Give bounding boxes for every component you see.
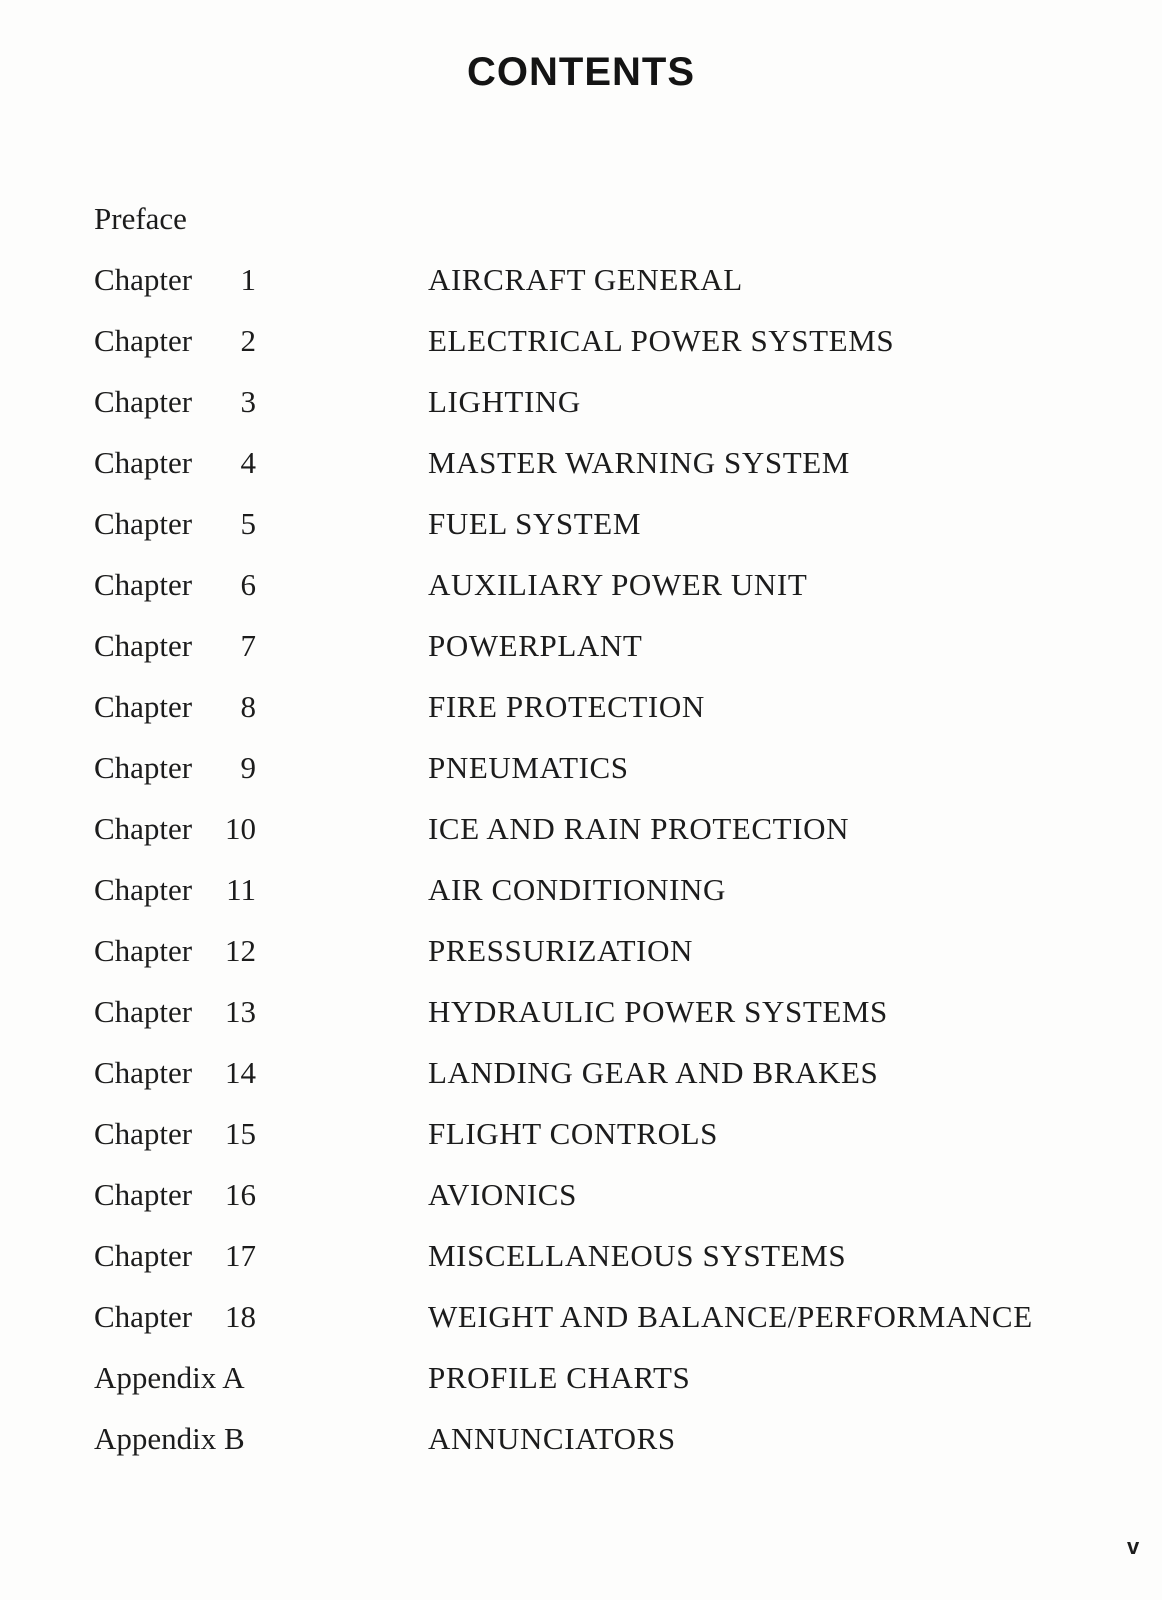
toc-label: Chapter <box>94 872 193 907</box>
toc-heading: FLIGHT CONTROLS <box>428 1116 719 1151</box>
toc-entry-chapter-5[interactable] <box>0 501 1162 562</box>
toc-number: 9 <box>240 750 256 785</box>
toc-number: 16 <box>225 1177 256 1212</box>
toc-heading: ANNUNCIATORS <box>428 1421 676 1456</box>
toc-label: Chapter <box>94 1055 193 1090</box>
toc-number: 3 <box>240 384 256 419</box>
toc-heading: AIRCRAFT GENERAL <box>428 262 743 297</box>
toc-heading: AVIONICS <box>428 1177 577 1212</box>
toc-entry-chapter-15[interactable] <box>0 1111 1162 1172</box>
toc-number: 8 <box>240 689 256 724</box>
toc-label: Chapter <box>94 750 193 785</box>
toc-label: Chapter <box>94 689 193 724</box>
toc-number: 4 <box>240 445 256 480</box>
toc-heading: PRESSURIZATION <box>428 933 694 968</box>
toc-heading: PNEUMATICS <box>428 750 629 785</box>
toc-label: Preface <box>94 201 187 236</box>
toc-entry-chapter-18[interactable] <box>0 1294 1162 1355</box>
toc-heading: ICE AND RAIN PROTECTION <box>428 811 850 846</box>
toc-entry-chapter-9[interactable] <box>0 745 1162 806</box>
toc-entry-appendix-b[interactable] <box>0 1416 1162 1477</box>
toc-heading: HYDRAULIC POWER SYSTEMS <box>428 994 888 1029</box>
toc-label: Chapter <box>94 811 193 846</box>
toc-number: 1 <box>240 262 256 297</box>
toc-number: 13 <box>225 994 256 1029</box>
toc-label: Chapter <box>94 628 193 663</box>
table-of-contents <box>0 196 1162 1477</box>
toc-number: 18 <box>225 1299 256 1334</box>
toc-heading: POWERPLANT <box>428 628 643 663</box>
toc-entry-chapter-4[interactable] <box>0 440 1162 501</box>
toc-entry-chapter-2[interactable] <box>0 318 1162 379</box>
toc-entry-chapter-12[interactable] <box>0 928 1162 989</box>
toc-heading: AIR CONDITIONING <box>428 872 727 907</box>
toc-label: Chapter <box>94 1299 193 1334</box>
toc-label: Chapter <box>94 994 193 1029</box>
toc-entry-chapter-13[interactable] <box>0 989 1162 1050</box>
toc-entry-chapter-11[interactable] <box>0 867 1162 928</box>
toc-number: 17 <box>225 1238 256 1273</box>
toc-entry-chapter-3[interactable] <box>0 379 1162 440</box>
toc-entry-chapter-7[interactable] <box>0 623 1162 684</box>
toc-entry-preface[interactable] <box>0 196 1162 257</box>
toc-label: Chapter <box>94 567 193 602</box>
toc-label: Appendix B <box>94 1421 245 1456</box>
toc-entry-chapter-16[interactable] <box>0 1172 1162 1233</box>
toc-entry-chapter-17[interactable] <box>0 1233 1162 1294</box>
toc-label: Chapter <box>94 445 193 480</box>
toc-entry-chapter-10[interactable] <box>0 806 1162 867</box>
page-title: CONTENTS <box>467 50 695 94</box>
toc-label: Chapter <box>94 323 193 358</box>
toc-number: 5 <box>240 506 256 541</box>
toc-heading: LANDING GEAR AND BRAKES <box>428 1055 879 1090</box>
toc-heading: AUXILIARY POWER UNIT <box>428 567 808 602</box>
toc-entry-appendix-a[interactable] <box>0 1355 1162 1416</box>
toc-number: 15 <box>225 1116 256 1151</box>
toc-number: 11 <box>226 872 256 907</box>
toc-number: 12 <box>225 933 256 968</box>
toc-number: 10 <box>225 811 256 846</box>
toc-label: Chapter <box>94 1116 193 1151</box>
toc-label: Chapter <box>94 384 193 419</box>
toc-heading: LIGHTING <box>428 384 581 419</box>
toc-label: Chapter <box>94 1177 193 1212</box>
toc-entry-chapter-6[interactable] <box>0 562 1162 623</box>
toc-heading: PROFILE CHARTS <box>428 1360 691 1395</box>
toc-heading: ELECTRICAL POWER SYSTEMS <box>428 323 895 358</box>
toc-label: Chapter <box>94 1238 193 1273</box>
toc-heading: FUEL SYSTEM <box>428 506 642 541</box>
toc-label: Appendix A <box>94 1360 245 1395</box>
toc-number: 7 <box>240 628 256 663</box>
toc-label: Chapter <box>94 933 193 968</box>
toc-number: 2 <box>240 323 256 358</box>
toc-number: 6 <box>240 567 256 602</box>
toc-entry-chapter-14[interactable] <box>0 1050 1162 1111</box>
toc-heading: MASTER WARNING SYSTEM <box>428 445 850 480</box>
toc-heading: WEIGHT AND BALANCE/PERFORMANCE <box>428 1299 1033 1334</box>
page-number: v <box>1127 1534 1140 1559</box>
toc-heading: FIRE PROTECTION <box>428 689 705 724</box>
toc-label: Chapter <box>94 262 193 297</box>
toc-heading: MISCELLANEOUS SYSTEMS <box>428 1238 847 1273</box>
toc-entry-chapter-8[interactable] <box>0 684 1162 745</box>
toc-number: 14 <box>225 1055 256 1090</box>
toc-label: Chapter <box>94 506 193 541</box>
toc-entry-chapter-1[interactable] <box>0 257 1162 318</box>
